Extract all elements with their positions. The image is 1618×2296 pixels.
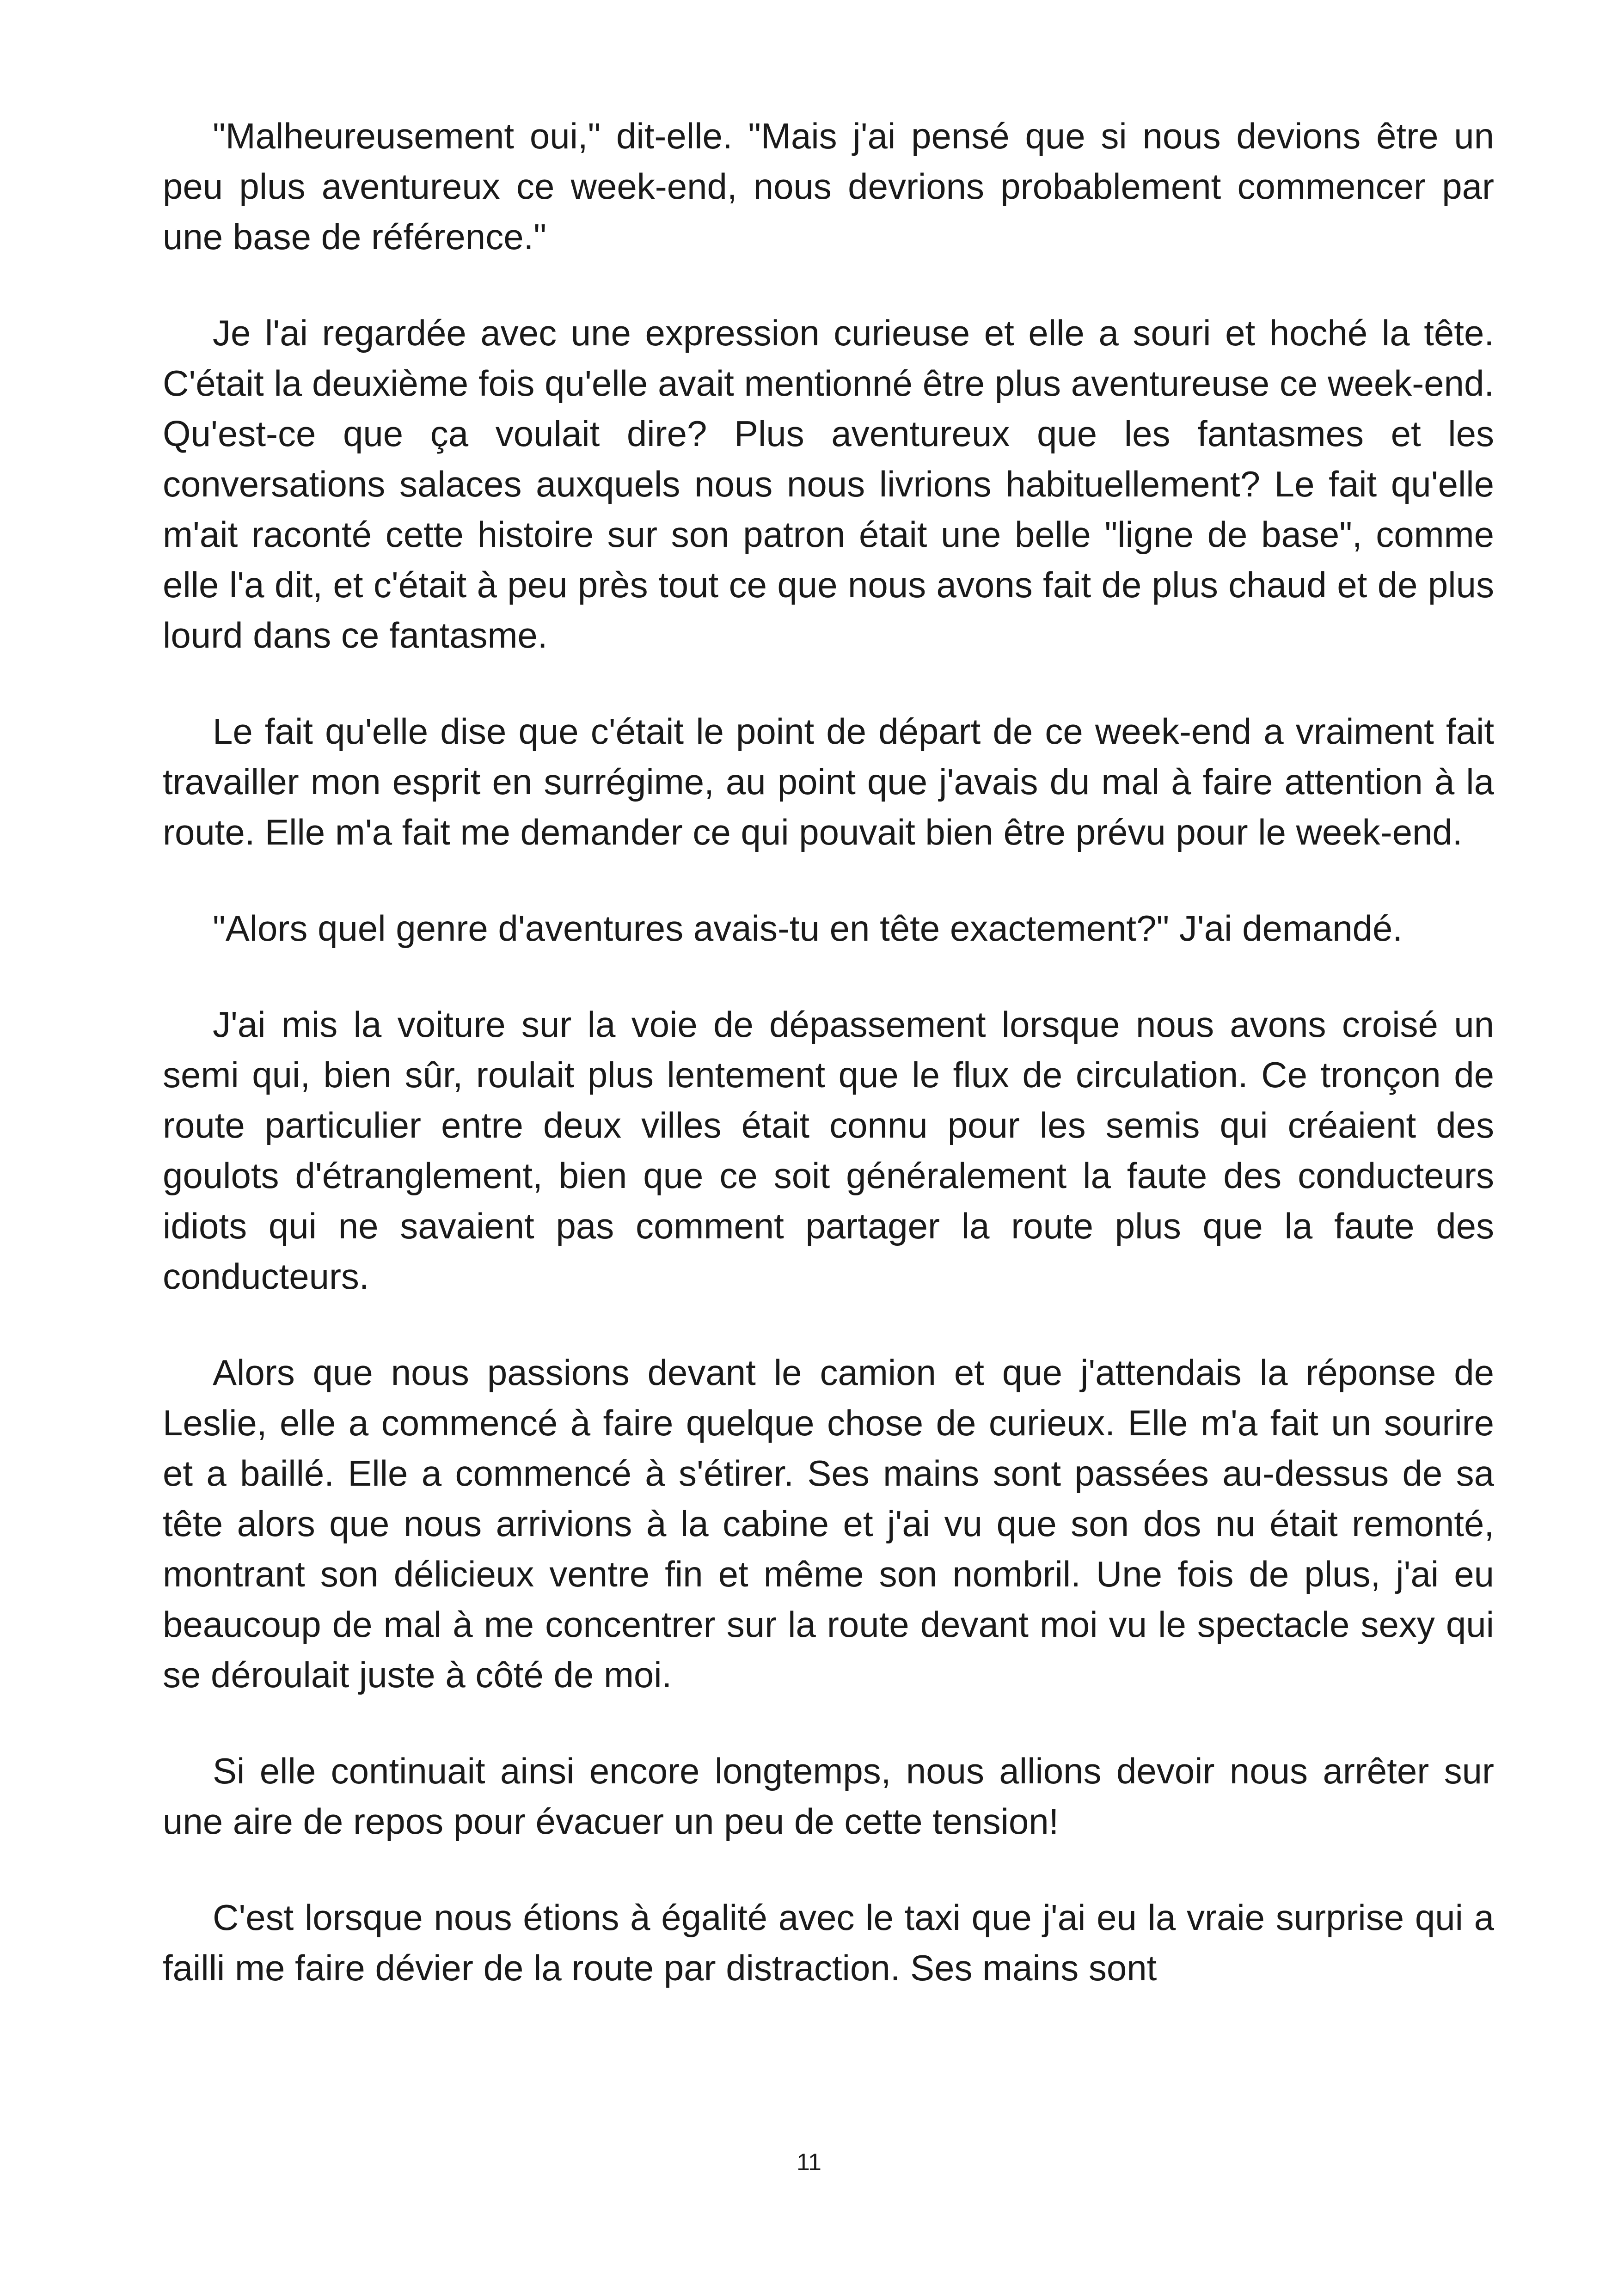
paragraph-4: "Alors quel genre d'aventures avais-tu en tête exactement?" J'ai demandé. bbox=[213, 908, 1403, 949]
paragraph-5: J'ai mis la voiture sur la voie de dépassement lorsque nous avons croisé un semi qui, bien sûr, roulait plus lentement que le flux de circulation. Ce tronçon de route particulier entre deux villes était connu pour les semis qui créaient des goulots d'étranglement, bien que ce soit généralement la faute des conducteurs idiots qui ne savaient pas comment partager la route plus que la faute des conducteurs. bbox=[163, 1004, 1494, 1297]
paragraph-3: Le fait qu'elle dise que c'était le point de départ de ce week-end a vraiment fait travailler mon esprit en surrégime, au point que j'avais du mal à faire attention à la route. Elle m'a fait me demander ce qui pouvait bien être prévu pour le week-end. bbox=[163, 711, 1494, 852]
paragraph-7: Si elle continuait ainsi encore longtemps, nous allions devoir nous arrêter sur une aire de repos pour évacuer un peu de cette tension! bbox=[163, 1751, 1494, 1842]
page-number: 11 bbox=[797, 2149, 821, 2176]
paragraph-8: C'est lorsque nous étions à égalité avec le taxi que j'ai eu la vraie surprise qui a failli me faire dévier de la route par distraction. Ses mains sont bbox=[163, 1897, 1494, 1988]
paragraph-2: Je l'ai regardée avec une expression curieuse et elle a souri et hoché la tête. C'était la deuxième fois qu'elle avait mentionné être plus aventureuse ce week-end. Qu'est-ce que ça voulait dire? Plus aventureux que les fantasmes et les conversations salaces auxquels nous nous livrions habituellement? Le fait qu'elle m'ait raconté cette histoire sur son patron était une belle "ligne de base", comme elle l'a dit, et c'était à peu près tout ce que nous avons fait de plus chaud et de plus lourd dans ce fantasme. bbox=[163, 312, 1494, 655]
paragraph-1: "Malheureusement oui," dit-elle. "Mais j'ai pensé que si nous devions être un peu plus aventureux ce week-end, nous devrions probablement commencer par une base de référence." bbox=[163, 116, 1494, 257]
paragraph-6: Alors que nous passions devant le camion et que j'attendais la réponse de Leslie, elle a commencé à faire quelque chose de curieux. Elle m'a fait un sourire et a baillé. Elle a commencé à s'étirer. Ses mains sont passées au-dessus de sa tête alors que nous arrivions à la cabine et j'ai vu que son dos nu était remonté, montrant son délicieux ventre fin et même son nombril. Une fois de plus, j'ai eu beaucoup de mal à me concentrer sur la route devant moi vu le spectacle sexy qui se déroulait juste à côté de moi. bbox=[163, 1352, 1494, 1695]
body-text bbox=[163, 111, 1494, 1993]
